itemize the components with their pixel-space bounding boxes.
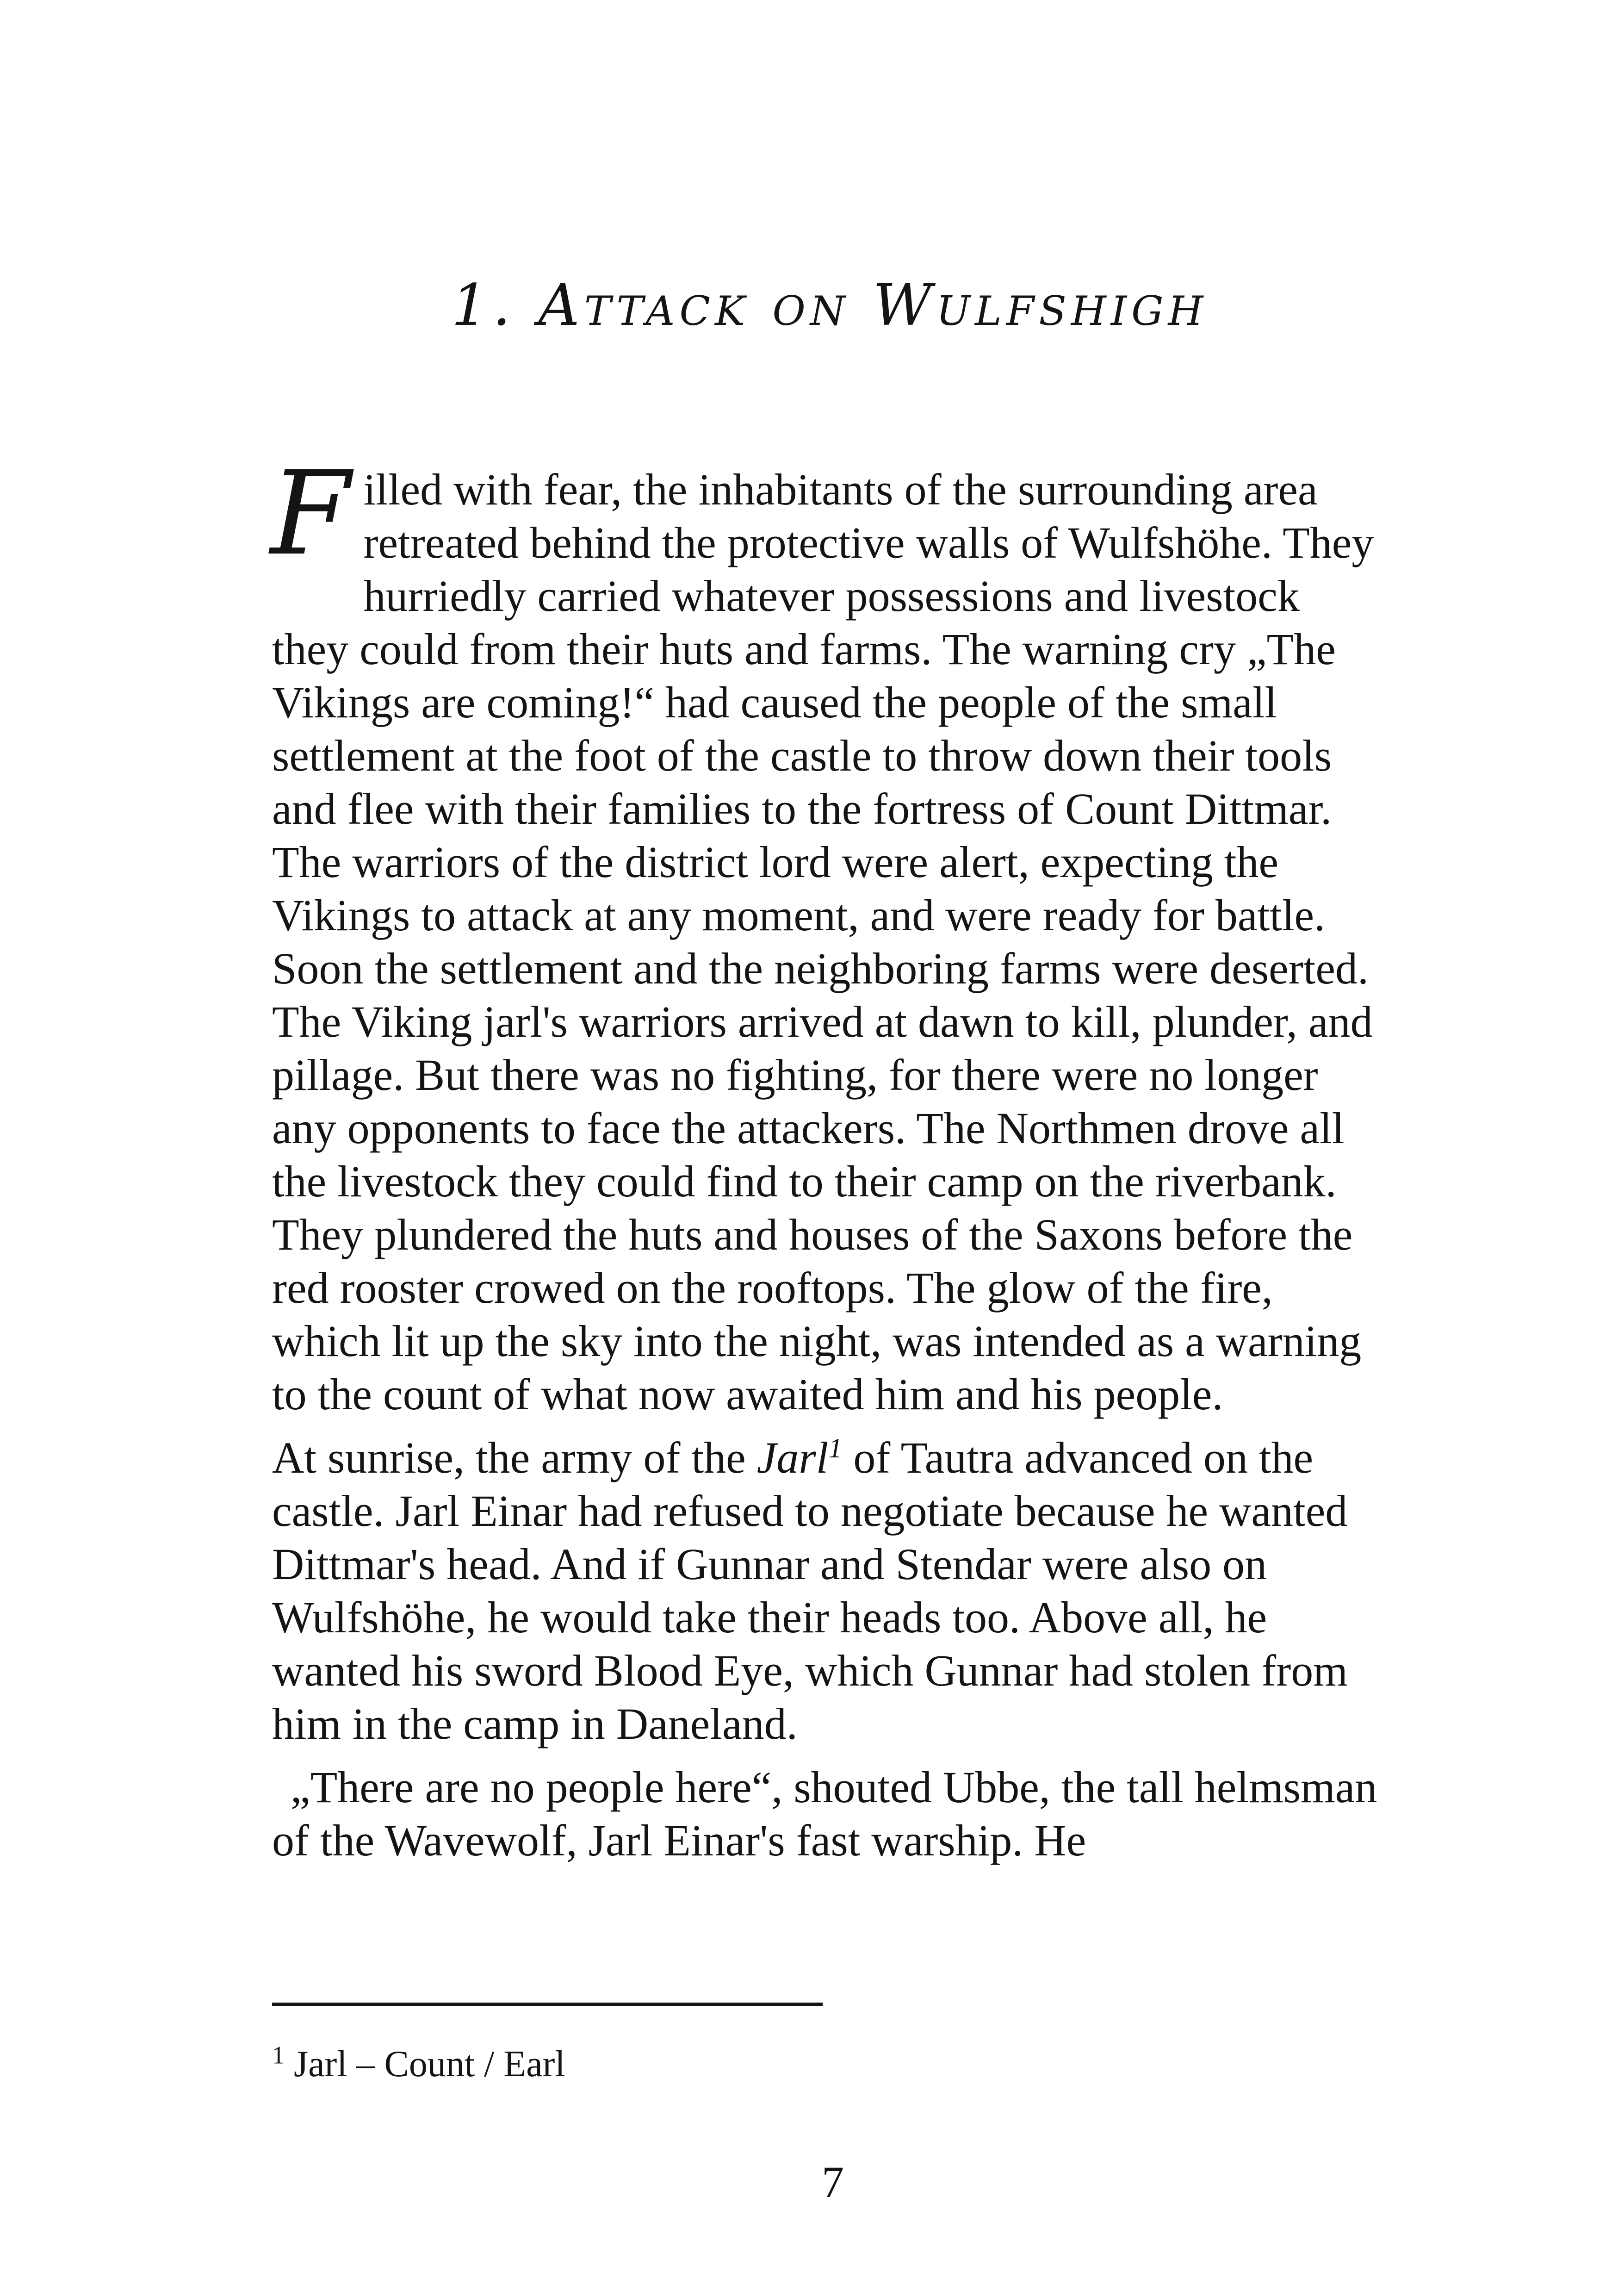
paragraph-1 [270,446,1387,1421]
paragraph-2 [272,1431,1387,1750]
footnote-separator [272,2003,823,2006]
drop-cap: F [270,446,351,581]
paragraph-2-text-end: of Tautra advanced on the castle. Jarl Einar had refused to negotiate because he wanted Dittmar's head. And if Gunnar and Stendar were also on Wulfshöhe, he would take their heads too. Above all, he wanted his sword Blood Eye, which Gunnar had stolen from him in the camp in Daneland. [272,1433,1348,1748]
paragraph-3 [272,1761,1387,1867]
footnote-text: Jarl – Count / Earl [285,2044,565,2084]
paragraph-3-text: „There are no people here“, shouted Ubbe, the tall helmsman of the Wavewolf, Jarl Einar's fast warship. He [272,1762,1377,1865]
chapter-title: 1. Attack on Wulfshigh [451,272,1208,339]
paragraph-1-text: illed with fear, the inhabitants of the surrounding area retreated behind the protective walls of Wulfshöhe. They hurriedly carried whatever possessions and livestock they could from their huts and farms. The warning cry „The Vikings are coming!“ had caused the people of the small settlement at the foot of the castle to throw down their tools and flee with their families to the fortress of Count Dittmar. The warriors of the district lord were alert, expecting the Vikings to attack at any moment, and were ready for battle. Soon the settlement and the neighboring farms were deserted. The Viking jarl's warriors arrived at dawn to kill, plunder, and pillage. But there was no fighting, for there were no longer any opponents to face the attackers. The Northmen drove all the livestock they could find to their camp on the riverbank. They plundered the huts and houses of the Saxons before the red rooster crowed on the rooftops. The glow of the fire, which lit up the sky into the night, was intended as a warning to the count of what now awaited him and his people. [272,465,1374,1419]
page-number: 7 [822,2157,844,2207]
footnote-reference[interactable]: 1 [828,1433,843,1463]
body-text [270,446,1387,1867]
footnote [272,2041,565,2087]
footnote-mark: 1 [272,2041,285,2069]
jarl-term: Jarl [756,1433,829,1482]
paragraph-2-text-start: At sunrise, the army of the [272,1433,757,1482]
